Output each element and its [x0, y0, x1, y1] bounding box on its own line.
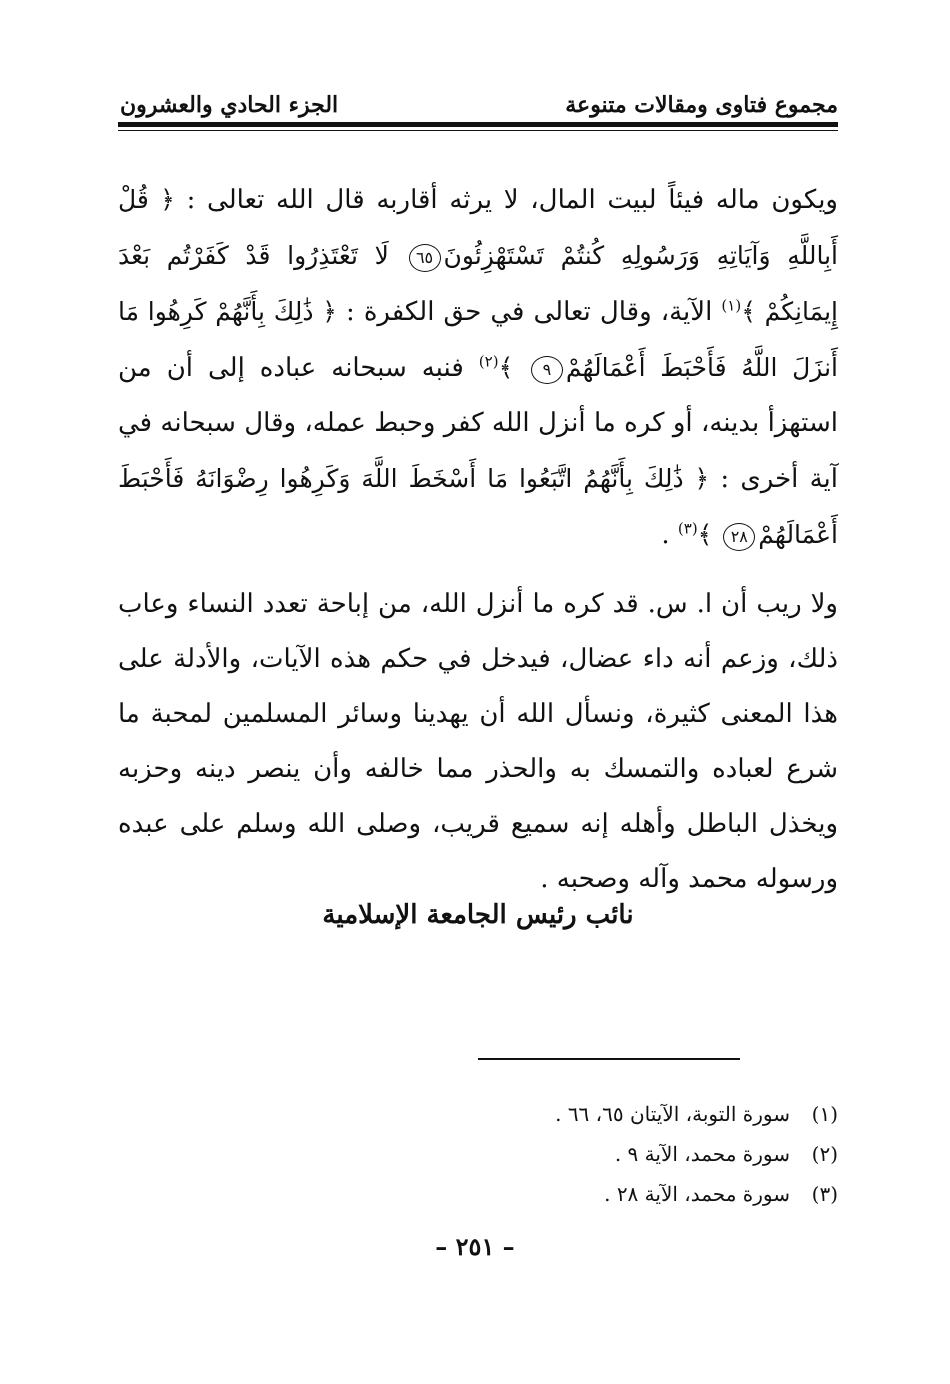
ayah-number-marker: ٦٥	[409, 244, 441, 272]
verse-open-bracket: ﴿	[313, 297, 337, 326]
footnote-text: سورة محمد، الآية ٢٨ .	[604, 1182, 790, 1206]
footnote-text: سورة التوبة، الآيتان ٦٥، ٦٦ .	[555, 1102, 790, 1126]
verse-open-bracket: ﴿	[683, 464, 710, 493]
paragraph-1	[118, 172, 838, 563]
paragraph-1-end: .	[661, 520, 678, 550]
paragraph-1-intro: ويكون ماله فيئاً لبيت المال، لا يرثه أقاربه قال الله تعالى :	[174, 185, 838, 215]
footnote-item	[338, 1134, 838, 1174]
page-number: – ٢٥١ –	[435, 1232, 515, 1261]
footnote-item	[338, 1174, 838, 1214]
footnote-number: (٣)	[811, 1182, 838, 1206]
main-text	[118, 172, 838, 907]
footnote-ref-1: (١)	[721, 296, 742, 315]
verse-text: ذَٰلِكَ بِأَنَّهُمُ اتَّبَعُوا مَا أَسْخَطَ اللَّهَ وَكَرِهُوا رِضْوَانَهُ فَأَحْبَطَ أَعْمَالَهُمْ	[118, 464, 838, 549]
verse-close-bracket: ﴾	[697, 520, 721, 549]
verse-text: قُلْ أَبِاللَّهِ وَآيَاتِهِ وَرَسُولِهِ كُنتُمْ تَسْتَهْزِئُونَ	[118, 185, 839, 270]
footnote-text: سورة محمد، الآية ٩ .	[614, 1142, 790, 1166]
header-volume-title: الجزء الحادي والعشرون	[120, 92, 339, 118]
footnote-ref-3: (٣)	[677, 519, 698, 538]
footnote-separator	[478, 1058, 740, 1060]
signature-line: نائب رئيس الجامعة الإسلامية	[322, 900, 634, 930]
header-rule-thin	[118, 130, 838, 131]
verse-text-continued: لَا تَعْتَذِرُوا قَدْ كَفَرْتُم بَعْدَ إِيمَانِكُمْ	[118, 241, 838, 326]
header-rule	[118, 122, 838, 127]
ayah-number-marker: ٢٨	[723, 523, 755, 551]
verse-text: ذَٰلِكَ بِأَنَّهُمْ كَرِهُوا مَا أَنزَلَ اللَّهُ فَأَحْبَطَ أَعْمَالَهُمْ	[118, 297, 838, 382]
paragraph-1-mid: الآية، وقال تعالى في حق الكفرة :	[336, 297, 722, 327]
footnote-ref-2: (٢)	[478, 352, 499, 371]
footnote-number: (١)	[811, 1102, 838, 1126]
paragraph-2: ولا ريب أن ا. س. قد كره ما أنزل الله، من إباحة تعدد النساء وعاب ذلك، وزعم أنه داء عضال، فيدخل في حكم هذه الآيات، والأدلة على هذا المعنى كثيرة، ونسأل الله أن يهدينا وسائر المسلمين لمحبة ما شرع لعباده والتمسك به والحذر مما خالفه وأن ينصر دينه وحزبه ويخذل الباطل وأهله إنه سميع قريب، وصلى الله وسلم على عبده ورسوله محمد وآله وصحبه .	[118, 589, 838, 894]
verse-close-bracket: ﴾	[498, 353, 528, 382]
running-header	[120, 82, 838, 118]
ayah-number-marker: ٩	[531, 356, 563, 384]
header-book-title: مجموع فتاوى ومقالات متنوعة	[565, 92, 838, 118]
footnote-number: (٢)	[811, 1142, 838, 1166]
verse-close-bracket: ﴾	[741, 297, 765, 326]
verse-open-bracket: ﴿	[148, 185, 175, 214]
footnotes	[338, 1094, 838, 1214]
paragraph-1-mid-2: فنبه سبحانه عباده إلى أن من استهزأ بدينه، أو كره ما أنزل الله كفر وحبط عمله، وقال سبحانه في آية أخرى :	[118, 353, 838, 494]
footnote-item	[338, 1094, 838, 1134]
